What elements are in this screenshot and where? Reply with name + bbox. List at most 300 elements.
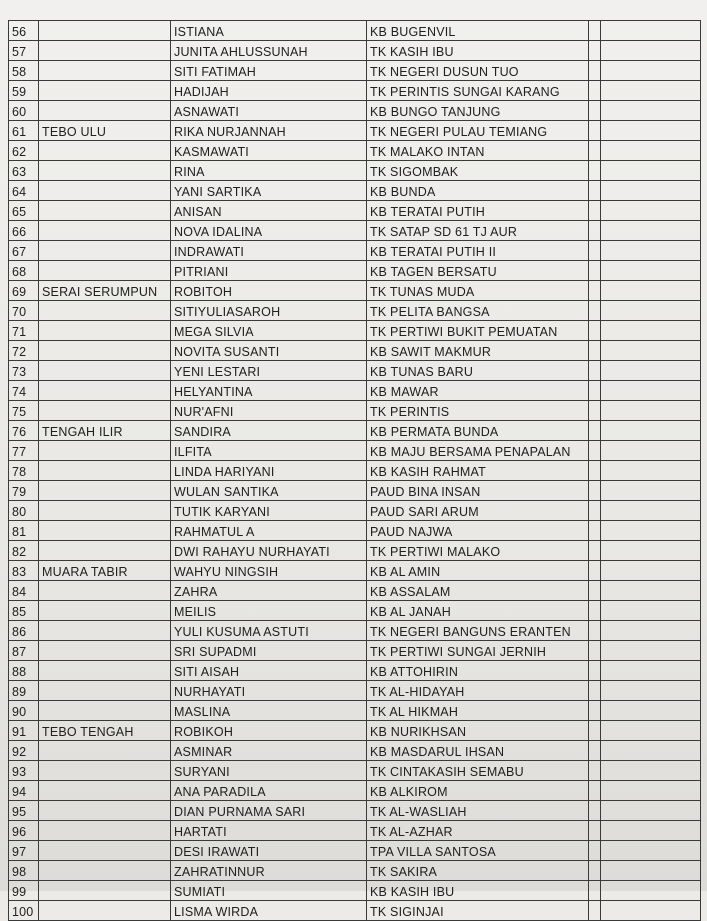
blank-cell (601, 121, 701, 141)
blank-cell (589, 621, 601, 641)
school-name: KB ALKIROM (367, 781, 589, 801)
blank-cell (589, 261, 601, 281)
blank-cell (589, 841, 601, 861)
blank-cell (601, 781, 701, 801)
school-name: PAUD BINA INSAN (367, 481, 589, 501)
blank-cell (601, 241, 701, 261)
blank-cell (589, 761, 601, 781)
table-row (9, 301, 701, 321)
blank-cell (601, 601, 701, 621)
row-number: 97 (9, 841, 39, 861)
kecamatan-cell (39, 861, 171, 881)
school-name: KB AL JANAH (367, 601, 589, 621)
table-row (9, 661, 701, 681)
row-number: 91 (9, 721, 39, 741)
kecamatan-cell (39, 141, 171, 161)
participant-name: DESI IRAWATI (171, 841, 367, 861)
school-name: PAUD NAJWA (367, 521, 589, 541)
kecamatan-cell (39, 501, 171, 521)
table-row (9, 361, 701, 381)
blank-cell (601, 521, 701, 541)
row-number: 63 (9, 161, 39, 181)
participant-name: ASMINAR (171, 741, 367, 761)
kecamatan-cell (39, 241, 171, 261)
school-name: KB TERATAI PUTIH II (367, 241, 589, 261)
blank-cell (589, 61, 601, 81)
school-name: TK PERTIWI MALAKO (367, 541, 589, 561)
blank-cell (589, 221, 601, 241)
kecamatan-cell (39, 381, 171, 401)
row-number: 59 (9, 81, 39, 101)
participant-name: NOVA IDALINA (171, 221, 367, 241)
table-row (9, 61, 701, 81)
participant-name: NOVITA SUSANTI (171, 341, 367, 361)
blank-cell (589, 341, 601, 361)
blank-cell (601, 681, 701, 701)
participant-name: YULI KUSUMA ASTUTI (171, 621, 367, 641)
blank-cell (589, 361, 601, 381)
blank-cell (601, 441, 701, 461)
school-name: KB BUNDA (367, 181, 589, 201)
blank-cell (589, 601, 601, 621)
school-name: TK SIGINJAI (367, 901, 589, 921)
blank-cell (589, 561, 601, 581)
participant-name: ZAHRATINNUR (171, 861, 367, 881)
participant-name: ROBIKOH (171, 721, 367, 741)
row-number: 67 (9, 241, 39, 261)
table-row (9, 81, 701, 101)
blank-cell (589, 181, 601, 201)
table-row (9, 901, 701, 921)
participant-name: RAHMATUL A (171, 521, 367, 541)
blank-cell (601, 281, 701, 301)
kecamatan-cell: TENGAH ILIR (39, 421, 171, 441)
blank-cell (601, 41, 701, 61)
kecamatan-cell (39, 661, 171, 681)
table-row (9, 101, 701, 121)
row-number: 88 (9, 661, 39, 681)
kecamatan-cell (39, 621, 171, 641)
blank-cell (601, 321, 701, 341)
school-name: KB AL AMIN (367, 561, 589, 581)
blank-cell (589, 541, 601, 561)
participant-name: ZAHRA (171, 581, 367, 601)
school-name: KB BUGENVIL (367, 21, 589, 41)
table-row (9, 621, 701, 641)
school-name: KB NURIKHSAN (367, 721, 589, 741)
table-row (9, 241, 701, 261)
table-row (9, 321, 701, 341)
participant-name: NURHAYATI (171, 681, 367, 701)
school-name: KB TUNAS BARU (367, 361, 589, 381)
kecamatan-cell (39, 481, 171, 501)
table-row (9, 721, 701, 741)
participant-name: SRI SUPADMI (171, 641, 367, 661)
row-number: 70 (9, 301, 39, 321)
row-number: 56 (9, 21, 39, 41)
blank-cell (589, 81, 601, 101)
blank-cell (601, 761, 701, 781)
table-row (9, 741, 701, 761)
blank-cell (589, 301, 601, 321)
blank-cell (589, 321, 601, 341)
participant-name: LINDA HARIYANI (171, 461, 367, 481)
blank-cell (601, 61, 701, 81)
kecamatan-cell (39, 41, 171, 61)
participant-name: ILFITA (171, 441, 367, 461)
row-number: 92 (9, 741, 39, 761)
blank-cell (589, 641, 601, 661)
participant-table (8, 20, 701, 921)
table-row (9, 561, 701, 581)
school-name: TK SATAP SD 61 TJ AUR (367, 221, 589, 241)
table-row (9, 221, 701, 241)
blank-cell (601, 161, 701, 181)
school-name: TK NEGERI BANGUNS ERANTEN (367, 621, 589, 641)
blank-cell (589, 701, 601, 721)
school-name: KB TERATAI PUTIH (367, 201, 589, 221)
kecamatan-cell: SERAI SERUMPUN (39, 281, 171, 301)
participant-name: SITI AISAH (171, 661, 367, 681)
blank-cell (589, 281, 601, 301)
row-number: 83 (9, 561, 39, 581)
kecamatan-cell (39, 221, 171, 241)
school-name: TK MALAKO INTAN (367, 141, 589, 161)
row-number: 96 (9, 821, 39, 841)
school-name: TK PERINTIS SUNGAI KARANG (367, 81, 589, 101)
table-row (9, 601, 701, 621)
blank-cell (589, 21, 601, 41)
kecamatan-cell (39, 901, 171, 921)
blank-cell (601, 901, 701, 921)
kecamatan-cell (39, 441, 171, 461)
school-name: TK SAKIRA (367, 861, 589, 881)
blank-cell (601, 541, 701, 561)
kecamatan-cell (39, 821, 171, 841)
row-number: 100 (9, 901, 39, 921)
row-number: 84 (9, 581, 39, 601)
table-row (9, 461, 701, 481)
blank-cell (601, 301, 701, 321)
table-row (9, 381, 701, 401)
blank-cell (601, 21, 701, 41)
blank-cell (589, 41, 601, 61)
row-number: 58 (9, 61, 39, 81)
kecamatan-cell (39, 101, 171, 121)
school-name: KB ASSALAM (367, 581, 589, 601)
blank-cell (601, 841, 701, 861)
blank-cell (589, 681, 601, 701)
participant-name: HARTATI (171, 821, 367, 841)
table-row (9, 341, 701, 361)
school-name: TK AL-WASLIAH (367, 801, 589, 821)
row-number: 99 (9, 881, 39, 901)
kecamatan-cell (39, 521, 171, 541)
table-row (9, 541, 701, 561)
table-row (9, 281, 701, 301)
blank-cell (601, 201, 701, 221)
row-number: 75 (9, 401, 39, 421)
table-row (9, 261, 701, 281)
kecamatan-cell (39, 401, 171, 421)
participant-name: ANISAN (171, 201, 367, 221)
participant-name: DIAN PURNAMA SARI (171, 801, 367, 821)
blank-cell (601, 621, 701, 641)
table-row (9, 121, 701, 141)
school-name: TK PELITA BANGSA (367, 301, 589, 321)
participant-name: YANI SARTIKA (171, 181, 367, 201)
school-name: KB MAWAR (367, 381, 589, 401)
table-row (9, 181, 701, 201)
participant-name: HADIJAH (171, 81, 367, 101)
participant-name: NUR'AFNI (171, 401, 367, 421)
participant-name: PITRIANI (171, 261, 367, 281)
table-row (9, 41, 701, 61)
blank-cell (589, 241, 601, 261)
school-name: KB MASDARUL IHSAN (367, 741, 589, 761)
blank-cell (589, 661, 601, 681)
blank-cell (589, 801, 601, 821)
blank-cell (601, 561, 701, 581)
table-row (9, 481, 701, 501)
kecamatan-cell (39, 461, 171, 481)
blank-cell (601, 141, 701, 161)
blank-cell (589, 781, 601, 801)
school-name: KB SAWIT MAKMUR (367, 341, 589, 361)
participant-name: LISMA WIRDA (171, 901, 367, 921)
blank-cell (601, 861, 701, 881)
blank-cell (601, 821, 701, 841)
blank-cell (589, 861, 601, 881)
blank-cell (589, 441, 601, 461)
blank-cell (601, 181, 701, 201)
kecamatan-cell: MUARA TABIR (39, 561, 171, 581)
row-number: 89 (9, 681, 39, 701)
school-name: TK NEGERI DUSUN TUO (367, 61, 589, 81)
blank-cell (601, 481, 701, 501)
participant-name: KASMAWATI (171, 141, 367, 161)
row-number: 71 (9, 321, 39, 341)
kecamatan-cell (39, 341, 171, 361)
kecamatan-cell (39, 21, 171, 41)
participant-name: SITI FATIMAH (171, 61, 367, 81)
kecamatan-cell (39, 181, 171, 201)
row-number: 74 (9, 381, 39, 401)
participant-name: MASLINA (171, 701, 367, 721)
school-name: TK TUNAS MUDA (367, 281, 589, 301)
school-name: TK NEGERI PULAU TEMIANG (367, 121, 589, 141)
blank-cell (601, 801, 701, 821)
participant-name: YENI LESTARI (171, 361, 367, 381)
kecamatan-cell (39, 361, 171, 381)
school-name: TK KASIH IBU (367, 41, 589, 61)
participant-name: ISTIANA (171, 21, 367, 41)
school-name: KB KASIH IBU (367, 881, 589, 901)
kecamatan-cell (39, 581, 171, 601)
table-row (9, 401, 701, 421)
table-row (9, 141, 701, 161)
kecamatan-cell (39, 261, 171, 281)
table-row (9, 841, 701, 861)
row-number: 73 (9, 361, 39, 381)
participant-name: RIKA NURJANNAH (171, 121, 367, 141)
row-number: 57 (9, 41, 39, 61)
table-row (9, 441, 701, 461)
kecamatan-cell (39, 81, 171, 101)
table-row (9, 421, 701, 441)
blank-cell (589, 121, 601, 141)
participant-table-body (9, 21, 701, 921)
school-name: TK AL HIKMAH (367, 701, 589, 721)
participant-name: JUNITA AHLUSSUNAH (171, 41, 367, 61)
participant-name: DWI RAHAYU NURHAYATI (171, 541, 367, 561)
row-number: 87 (9, 641, 39, 661)
blank-cell (589, 401, 601, 421)
kecamatan-cell (39, 701, 171, 721)
table-row (9, 521, 701, 541)
blank-cell (589, 201, 601, 221)
blank-cell (601, 501, 701, 521)
blank-cell (589, 721, 601, 741)
table-row (9, 681, 701, 701)
row-number: 85 (9, 601, 39, 621)
table-row (9, 781, 701, 801)
kecamatan-cell (39, 61, 171, 81)
participant-name: ASNAWATI (171, 101, 367, 121)
kecamatan-cell: TEBO ULU (39, 121, 171, 141)
row-number: 95 (9, 801, 39, 821)
table-row (9, 501, 701, 521)
row-number: 69 (9, 281, 39, 301)
kecamatan-cell (39, 301, 171, 321)
school-name: TK PERTIWI BUKIT PEMUATAN (367, 321, 589, 341)
school-name: KB KASIH RAHMAT (367, 461, 589, 481)
school-name: TK SIGOMBAK (367, 161, 589, 181)
row-number: 68 (9, 261, 39, 281)
kecamatan-cell (39, 781, 171, 801)
row-number: 90 (9, 701, 39, 721)
table-row (9, 581, 701, 601)
blank-cell (601, 421, 701, 441)
table-row (9, 701, 701, 721)
kecamatan-cell (39, 741, 171, 761)
blank-cell (589, 141, 601, 161)
row-number: 64 (9, 181, 39, 201)
row-number: 98 (9, 861, 39, 881)
blank-cell (601, 701, 701, 721)
school-name: TK PERTIWI SUNGAI JERNIH (367, 641, 589, 661)
table-row (9, 821, 701, 841)
row-number: 62 (9, 141, 39, 161)
school-name: TK AL-HIDAYAH (367, 681, 589, 701)
blank-cell (589, 421, 601, 441)
kecamatan-cell (39, 321, 171, 341)
school-name: PAUD SARI ARUM (367, 501, 589, 521)
table-row (9, 201, 701, 221)
blank-cell (589, 521, 601, 541)
participant-name: RINA (171, 161, 367, 181)
participant-name: SUMIATI (171, 881, 367, 901)
row-number: 77 (9, 441, 39, 461)
row-number: 94 (9, 781, 39, 801)
kecamatan-cell (39, 681, 171, 701)
participant-name: SITIYULIASAROH (171, 301, 367, 321)
school-name: TPA VILLA SANTOSA (367, 841, 589, 861)
participant-name: WULAN SANTIKA (171, 481, 367, 501)
blank-cell (589, 901, 601, 921)
participant-name: ANA PARADILA (171, 781, 367, 801)
blank-cell (589, 741, 601, 761)
blank-cell (589, 821, 601, 841)
blank-cell (601, 661, 701, 681)
participant-name: MEILIS (171, 601, 367, 621)
table-row (9, 861, 701, 881)
school-name: TK PERINTIS (367, 401, 589, 421)
participant-name: HELYANTINA (171, 381, 367, 401)
row-number: 66 (9, 221, 39, 241)
blank-cell (589, 501, 601, 521)
kecamatan-cell (39, 201, 171, 221)
row-number: 60 (9, 101, 39, 121)
participant-name: ROBITOH (171, 281, 367, 301)
blank-cell (601, 401, 701, 421)
row-number: 76 (9, 421, 39, 441)
participant-name: SURYANI (171, 761, 367, 781)
blank-cell (601, 581, 701, 601)
participant-name: TUTIK KARYANI (171, 501, 367, 521)
participant-name: INDRAWATI (171, 241, 367, 261)
blank-cell (601, 341, 701, 361)
school-name: TK CINTAKASIH SEMABU (367, 761, 589, 781)
row-number: 81 (9, 521, 39, 541)
school-name: KB PERMATA BUNDA (367, 421, 589, 441)
row-number: 65 (9, 201, 39, 221)
blank-cell (589, 381, 601, 401)
blank-cell (601, 101, 701, 121)
blank-cell (589, 461, 601, 481)
kecamatan-cell (39, 761, 171, 781)
blank-cell (601, 221, 701, 241)
row-number: 82 (9, 541, 39, 561)
blank-cell (601, 641, 701, 661)
kecamatan-cell (39, 161, 171, 181)
row-number: 93 (9, 761, 39, 781)
school-name: KB BUNGO TANJUNG (367, 101, 589, 121)
blank-cell (601, 261, 701, 281)
kecamatan-cell (39, 801, 171, 821)
blank-cell (589, 161, 601, 181)
blank-cell (601, 381, 701, 401)
kecamatan-cell (39, 541, 171, 561)
blank-cell (601, 721, 701, 741)
kecamatan-cell (39, 641, 171, 661)
participant-name: WAHYU NINGSIH (171, 561, 367, 581)
blank-cell (601, 81, 701, 101)
row-number: 61 (9, 121, 39, 141)
kecamatan-cell (39, 601, 171, 621)
blank-cell (589, 101, 601, 121)
blank-cell (601, 461, 701, 481)
row-number: 80 (9, 501, 39, 521)
blank-cell (589, 481, 601, 501)
kecamatan-cell (39, 841, 171, 861)
table-row (9, 641, 701, 661)
row-number: 72 (9, 341, 39, 361)
row-number: 79 (9, 481, 39, 501)
table-row (9, 761, 701, 781)
blank-cell (589, 581, 601, 601)
school-name: KB ATTOHIRIN (367, 661, 589, 681)
